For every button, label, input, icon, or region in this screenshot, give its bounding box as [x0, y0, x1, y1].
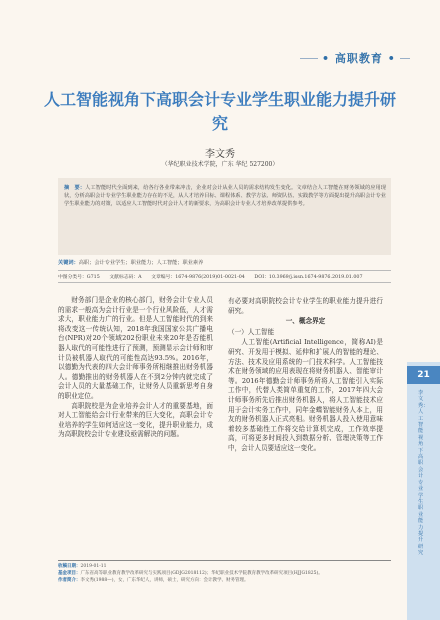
- article-title: 人工智能视角下高职会计专业学生职业能力提升研究: [43, 90, 396, 133]
- body-left-column: [58, 296, 213, 440]
- page-number: 21: [407, 366, 440, 384]
- article-affiliation: （华纪职业技术学院，广东 华纪 527200）: [161, 161, 279, 168]
- section-label: • 高职教育 •: [318, 50, 400, 66]
- body-paragraph: 有必要对高职院校会计专业学生的职业能力提升进行研究。: [228, 297, 383, 315]
- body-paragraph: 高职院校是为企业培养会计人才的重要基地，面对人工智能给会计行业带来的巨大变化，高职会计专业培养的学生如何适应这一变化，提升职业能力，成为高职院校会计专业建设亟需解决的问题。: [58, 401, 213, 439]
- subsection-heading: （一）人工智能: [228, 327, 275, 336]
- abstract-label: 摘 要：: [64, 185, 86, 191]
- article-author: 李文秀: [205, 149, 235, 160]
- section-heading: 一、概念界定: [285, 317, 326, 326]
- keywords-text: 高职；会计专业学生；职业能力；人工智能；职业素养: [78, 260, 204, 266]
- abstract-text: 人工智能时代全面到来，给各行各业带来冲击，企业对会计从业人员的需求结构发生变化。文章结合人工智能在财务领域的应用现状，分析高职会计专业学生职业能力存在的不足，从人才培养目标、课程体系、教学方法、师资队伍、实践教学等方面提出提升高职会计专业学生职业能力的对策，以适应人工智能时代对会计人才的新要求，为高职会计专业人才培养改革提供参考。: [64, 185, 386, 208]
- footnote-fund: 基金项目：广东省高等职业教育教学改革研究与实践项目(GDJG2018112)；华纪职业技术学院教育教学改革研究项目(HJJG1825)。: [58, 571, 323, 576]
- body-right-column: [228, 296, 383, 454]
- keywords-label: 关键词：: [58, 260, 79, 266]
- running-title: 李文秀：人工智能视角下高职会计专业学生职业能力提升研究: [418, 390, 429, 557]
- body-paragraph: 财务部门是企业的核心部门，财务会计专业人员的需求一般高为会计行业是一个行业风险低，人才需求大，职业能力广的行业。但是人工智能时代的到来将改变这一传统认知，2018年我国国家公共广播电台(NPR)对20个领域202份职业未来20年是否能机器人取代的可能性进行了预测，预测显示会计师和审计员被机器人取代的可能性高达93.5%。2016年，以德勤为代表的四大会计师事务所相继推出财务机器人。德勤推出的财务机器人在不到2分钟内就完成了会计人员的大量基础工作，让财务人员重新思考自身的职业定位。: [58, 296, 213, 400]
- footnotes: [58, 560, 391, 584]
- body-paragraph: 人工智能(Artificial Intelligence，简称AI)是研究、开发用于模拟、延伸和扩展人的智能的理论、方法、技术及应用系统的一门技术科学。人工智能技术在财务领域的应用表现在将财务机器人、智能审计等。2016年德勤会计师事务所将人工智能引入实际工作中，代替人类简单重复的工作，2017年四大会计师事务所先后推出财务机器人，将人工智能技术应用于会计实务工作中，同年金蝶智能财务人本上，用友的财务机器人正式亮相。财务机器人投入使用意味着较多基础性工作将交给计算机完成，工作效率提高，可将更多时间投入到数据分析、管理决策等工作中，会计人员要适应这一变化。: [228, 338, 383, 452]
- footnote-author: 作者简介：李文秀(1988—)，女，广东华纪人，讲师，硕士，研究方向：会计教学、财务管理。: [58, 578, 249, 583]
- footnote-received: 收稿日期：2019-01-11: [58, 564, 107, 569]
- abstract-box: [58, 178, 391, 255]
- classification-line: 中图分类号：G715 文献标志码：A 文章编号：1674-9876(2019)01-0021-04 DOI：10.3969/j.issn.1674-9876.2019.01.007: [58, 270, 391, 283]
- keywords: [58, 259, 391, 266]
- abstract: [64, 184, 386, 208]
- side-tab: [407, 362, 440, 620]
